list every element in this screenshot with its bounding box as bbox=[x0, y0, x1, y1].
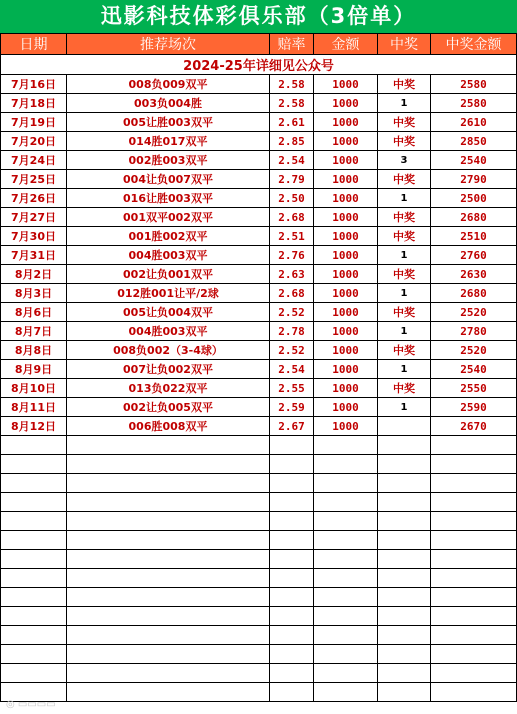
row-date: 8月12日 bbox=[1, 417, 67, 436]
empty-row bbox=[1, 607, 517, 626]
row-win: 1 bbox=[378, 246, 431, 265]
row-date: 7月31日 bbox=[1, 246, 67, 265]
empty-cell bbox=[1, 512, 67, 531]
row-prize: 2500 bbox=[431, 189, 517, 208]
row-match: 003负004胜 bbox=[67, 94, 270, 113]
row-amount: 1000 bbox=[314, 417, 378, 436]
empty-cell bbox=[431, 683, 517, 702]
empty-cell bbox=[1, 588, 67, 607]
header-row bbox=[1, 34, 517, 55]
row-match: 013负022双平 bbox=[67, 379, 270, 398]
empty-cell bbox=[378, 531, 431, 550]
row-date: 8月2日 bbox=[1, 265, 67, 284]
row-amount: 1000 bbox=[314, 322, 378, 341]
row-win: 中奖 bbox=[378, 132, 431, 151]
empty-cell bbox=[314, 645, 378, 664]
row-win bbox=[378, 417, 431, 436]
row-prize: 2590 bbox=[431, 398, 517, 417]
row-win: 中奖 bbox=[378, 303, 431, 322]
row-win: 中奖 bbox=[378, 208, 431, 227]
row-amount: 1000 bbox=[314, 360, 378, 379]
table-row bbox=[1, 265, 517, 284]
table-row bbox=[1, 208, 517, 227]
row-win: 1 bbox=[378, 284, 431, 303]
row-amount: 1000 bbox=[314, 303, 378, 322]
empty-cell bbox=[67, 436, 270, 455]
watermark: ◎ ▭▭▭▭ bbox=[6, 699, 56, 710]
empty-cell bbox=[67, 588, 270, 607]
empty-cell bbox=[378, 493, 431, 512]
row-odds: 2.78 bbox=[270, 322, 314, 341]
table-row bbox=[1, 303, 517, 322]
row-match: 004胜003双平 bbox=[67, 246, 270, 265]
row-date: 7月25日 bbox=[1, 170, 67, 189]
row-prize: 2550 bbox=[431, 379, 517, 398]
empty-cell bbox=[314, 607, 378, 626]
empty-cell bbox=[431, 645, 517, 664]
empty-row bbox=[1, 683, 517, 702]
row-match: 001胜002双平 bbox=[67, 227, 270, 246]
empty-cell bbox=[431, 569, 517, 588]
row-date: 8月8日 bbox=[1, 341, 67, 360]
row-amount: 1000 bbox=[314, 208, 378, 227]
row-odds: 2.76 bbox=[270, 246, 314, 265]
table-row bbox=[1, 227, 517, 246]
table-row bbox=[1, 151, 517, 170]
empty-cell bbox=[431, 664, 517, 683]
empty-cell bbox=[378, 607, 431, 626]
row-prize: 2680 bbox=[431, 208, 517, 227]
empty-cell bbox=[1, 474, 67, 493]
header-prize: 中奖金额 bbox=[431, 34, 517, 55]
empty-cell bbox=[67, 474, 270, 493]
row-odds: 2.52 bbox=[270, 303, 314, 322]
row-match: 004让负007双平 bbox=[67, 170, 270, 189]
empty-cell bbox=[431, 607, 517, 626]
subtitle-row bbox=[1, 55, 517, 75]
empty-cell bbox=[270, 550, 314, 569]
empty-cell bbox=[431, 550, 517, 569]
row-date: 7月26日 bbox=[1, 189, 67, 208]
row-odds: 2.55 bbox=[270, 379, 314, 398]
empty-cell bbox=[1, 664, 67, 683]
empty-cell bbox=[314, 531, 378, 550]
empty-cell bbox=[270, 607, 314, 626]
row-date: 7月27日 bbox=[1, 208, 67, 227]
row-prize: 2790 bbox=[431, 170, 517, 189]
empty-cell bbox=[431, 531, 517, 550]
row-odds: 2.58 bbox=[270, 75, 314, 94]
empty-cell bbox=[314, 455, 378, 474]
row-odds: 2.52 bbox=[270, 341, 314, 360]
row-match: 004胜003双平 bbox=[67, 322, 270, 341]
table-row bbox=[1, 417, 517, 436]
empty-cell bbox=[431, 588, 517, 607]
empty-cell bbox=[314, 436, 378, 455]
empty-cell bbox=[431, 626, 517, 645]
empty-cell bbox=[270, 626, 314, 645]
row-match: 005让胜003双平 bbox=[67, 113, 270, 132]
empty-cell bbox=[67, 512, 270, 531]
row-amount: 1000 bbox=[314, 265, 378, 284]
empty-cell bbox=[378, 683, 431, 702]
row-amount: 1000 bbox=[314, 284, 378, 303]
row-amount: 1000 bbox=[314, 379, 378, 398]
row-odds: 2.68 bbox=[270, 284, 314, 303]
empty-cell bbox=[314, 550, 378, 569]
row-date: 8月10日 bbox=[1, 379, 67, 398]
row-win: 中奖 bbox=[378, 379, 431, 398]
row-odds: 2.63 bbox=[270, 265, 314, 284]
empty-cell bbox=[67, 664, 270, 683]
empty-row bbox=[1, 664, 517, 683]
empty-cell bbox=[378, 645, 431, 664]
row-win: 3 bbox=[378, 151, 431, 170]
row-match: 006胜008双平 bbox=[67, 417, 270, 436]
row-win: 中奖 bbox=[378, 170, 431, 189]
row-amount: 1000 bbox=[314, 227, 378, 246]
header-amount: 金额 bbox=[314, 34, 378, 55]
row-prize: 2520 bbox=[431, 341, 517, 360]
empty-cell bbox=[378, 626, 431, 645]
empty-cell bbox=[1, 436, 67, 455]
empty-cell bbox=[1, 455, 67, 474]
empty-cell bbox=[270, 588, 314, 607]
empty-cell bbox=[378, 569, 431, 588]
empty-cell bbox=[67, 531, 270, 550]
empty-cell bbox=[378, 474, 431, 493]
empty-cell bbox=[67, 683, 270, 702]
table-row bbox=[1, 170, 517, 189]
row-date: 7月30日 bbox=[1, 227, 67, 246]
row-odds: 2.85 bbox=[270, 132, 314, 151]
row-amount: 1000 bbox=[314, 170, 378, 189]
table-row bbox=[1, 75, 517, 94]
row-date: 7月16日 bbox=[1, 75, 67, 94]
empty-cell bbox=[378, 512, 431, 531]
table-row bbox=[1, 322, 517, 341]
empty-cell bbox=[431, 455, 517, 474]
row-win: 1 bbox=[378, 189, 431, 208]
row-odds: 2.58 bbox=[270, 94, 314, 113]
row-odds: 2.54 bbox=[270, 151, 314, 170]
header-match: 推荐场次 bbox=[67, 34, 270, 55]
empty-cell bbox=[314, 664, 378, 683]
empty-row bbox=[1, 455, 517, 474]
empty-row bbox=[1, 550, 517, 569]
row-prize: 2610 bbox=[431, 113, 517, 132]
row-date: 7月19日 bbox=[1, 113, 67, 132]
empty-row bbox=[1, 626, 517, 645]
empty-cell bbox=[1, 493, 67, 512]
header-odds: 赔率 bbox=[270, 34, 314, 55]
row-prize: 2510 bbox=[431, 227, 517, 246]
empty-cell bbox=[431, 436, 517, 455]
row-amount: 1000 bbox=[314, 113, 378, 132]
page-title: 迅影科技体彩俱乐部（3倍单） bbox=[0, 0, 517, 33]
empty-row bbox=[1, 645, 517, 664]
row-win: 中奖 bbox=[378, 113, 431, 132]
empty-cell bbox=[314, 474, 378, 493]
table-row bbox=[1, 398, 517, 417]
row-date: 8月3日 bbox=[1, 284, 67, 303]
table-row bbox=[1, 341, 517, 360]
row-prize: 2680 bbox=[431, 284, 517, 303]
row-odds: 2.51 bbox=[270, 227, 314, 246]
table-row bbox=[1, 379, 517, 398]
row-prize: 2850 bbox=[431, 132, 517, 151]
empty-cell bbox=[378, 550, 431, 569]
row-amount: 1000 bbox=[314, 132, 378, 151]
empty-cell bbox=[314, 683, 378, 702]
empty-cell bbox=[270, 683, 314, 702]
row-odds: 2.61 bbox=[270, 113, 314, 132]
row-odds: 2.67 bbox=[270, 417, 314, 436]
row-prize: 2580 bbox=[431, 94, 517, 113]
row-prize: 2540 bbox=[431, 360, 517, 379]
empty-cell bbox=[1, 569, 67, 588]
empty-cell bbox=[314, 588, 378, 607]
row-match: 008负009双平 bbox=[67, 75, 270, 94]
empty-cell bbox=[270, 645, 314, 664]
row-prize: 2520 bbox=[431, 303, 517, 322]
row-win: 1 bbox=[378, 360, 431, 379]
row-amount: 1000 bbox=[314, 189, 378, 208]
row-odds: 2.59 bbox=[270, 398, 314, 417]
empty-row bbox=[1, 588, 517, 607]
row-odds: 2.79 bbox=[270, 170, 314, 189]
row-match: 001双平002双平 bbox=[67, 208, 270, 227]
empty-cell bbox=[378, 455, 431, 474]
empty-cell bbox=[67, 607, 270, 626]
table-row bbox=[1, 189, 517, 208]
empty-cell bbox=[314, 626, 378, 645]
empty-cell bbox=[431, 474, 517, 493]
empty-cell bbox=[1, 626, 67, 645]
row-prize: 2670 bbox=[431, 417, 517, 436]
row-prize: 2580 bbox=[431, 75, 517, 94]
empty-cell bbox=[314, 493, 378, 512]
empty-cell bbox=[67, 493, 270, 512]
empty-row bbox=[1, 474, 517, 493]
empty-cell bbox=[270, 512, 314, 531]
row-odds: 2.68 bbox=[270, 208, 314, 227]
row-date: 7月24日 bbox=[1, 151, 67, 170]
row-win: 1 bbox=[378, 322, 431, 341]
row-match: 002让负001双平 bbox=[67, 265, 270, 284]
table-row bbox=[1, 113, 517, 132]
empty-cell bbox=[1, 550, 67, 569]
row-date: 7月18日 bbox=[1, 94, 67, 113]
row-match: 008负002（3-4球） bbox=[67, 341, 270, 360]
empty-cell bbox=[378, 436, 431, 455]
table-row bbox=[1, 360, 517, 379]
empty-cell bbox=[378, 588, 431, 607]
empty-cell bbox=[1, 607, 67, 626]
row-amount: 1000 bbox=[314, 398, 378, 417]
row-prize: 2540 bbox=[431, 151, 517, 170]
empty-cell bbox=[378, 664, 431, 683]
row-match: 002让负005双平 bbox=[67, 398, 270, 417]
empty-row bbox=[1, 531, 517, 550]
row-date: 8月6日 bbox=[1, 303, 67, 322]
row-win: 中奖 bbox=[378, 265, 431, 284]
row-match: 012胜001让平/2球 bbox=[67, 284, 270, 303]
table-row bbox=[1, 132, 517, 151]
empty-row bbox=[1, 512, 517, 531]
empty-cell bbox=[67, 455, 270, 474]
header-date: 日期 bbox=[1, 34, 67, 55]
row-date: 8月7日 bbox=[1, 322, 67, 341]
row-win: 中奖 bbox=[378, 341, 431, 360]
row-match: 014胜017双平 bbox=[67, 132, 270, 151]
row-prize: 2780 bbox=[431, 322, 517, 341]
row-date: 8月11日 bbox=[1, 398, 67, 417]
row-win: 中奖 bbox=[378, 75, 431, 94]
table-row bbox=[1, 246, 517, 265]
row-date: 7月20日 bbox=[1, 132, 67, 151]
empty-cell bbox=[270, 493, 314, 512]
empty-cell bbox=[1, 645, 67, 664]
empty-cell bbox=[67, 569, 270, 588]
empty-cell bbox=[270, 531, 314, 550]
empty-cell bbox=[67, 550, 270, 569]
row-match: 016让胜003双平 bbox=[67, 189, 270, 208]
empty-cell bbox=[67, 645, 270, 664]
row-prize: 2760 bbox=[431, 246, 517, 265]
empty-cell bbox=[270, 569, 314, 588]
empty-row bbox=[1, 436, 517, 455]
empty-cell bbox=[314, 569, 378, 588]
row-date: 8月9日 bbox=[1, 360, 67, 379]
row-win: 1 bbox=[378, 94, 431, 113]
row-amount: 1000 bbox=[314, 94, 378, 113]
row-prize: 2630 bbox=[431, 265, 517, 284]
empty-cell bbox=[431, 512, 517, 531]
row-amount: 1000 bbox=[314, 341, 378, 360]
empty-row bbox=[1, 493, 517, 512]
row-win: 中奖 bbox=[378, 227, 431, 246]
table-row bbox=[1, 94, 517, 113]
header-win: 中奖 bbox=[378, 34, 431, 55]
row-amount: 1000 bbox=[314, 75, 378, 94]
empty-cell bbox=[1, 531, 67, 550]
row-match: 002胜003双平 bbox=[67, 151, 270, 170]
empty-cell bbox=[67, 626, 270, 645]
row-odds: 2.54 bbox=[270, 360, 314, 379]
empty-row bbox=[1, 569, 517, 588]
empty-cell bbox=[270, 664, 314, 683]
empty-cell bbox=[270, 436, 314, 455]
table-row bbox=[1, 284, 517, 303]
empty-cell bbox=[270, 455, 314, 474]
row-amount: 1000 bbox=[314, 151, 378, 170]
subtitle: 2024-25年详细见公众号 bbox=[1, 55, 517, 75]
row-amount: 1000 bbox=[314, 246, 378, 265]
empty-cell bbox=[270, 474, 314, 493]
empty-cell bbox=[431, 493, 517, 512]
row-match: 007让负002双平 bbox=[67, 360, 270, 379]
row-match: 005让负004双平 bbox=[67, 303, 270, 322]
results-table bbox=[0, 33, 517, 702]
empty-cell bbox=[314, 512, 378, 531]
row-win: 1 bbox=[378, 398, 431, 417]
row-odds: 2.50 bbox=[270, 189, 314, 208]
